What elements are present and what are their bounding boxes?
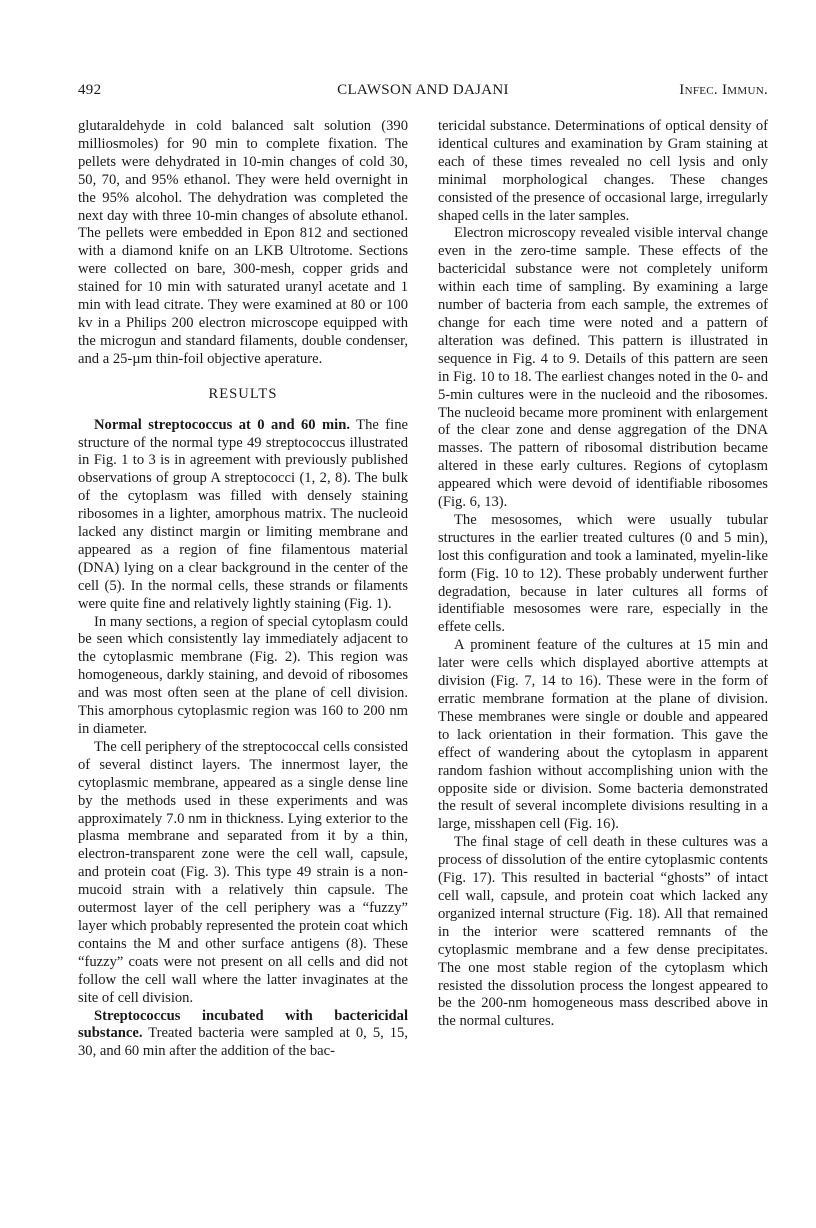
section-heading-results: RESULTS [208,385,278,402]
paragraph-bactericidal-continued: tericidal substance. Determinations of optical density of identical cultures and examination by Gram staining at each of these times revealed no cell lysis and only minimal morphological changes. These changes consisted of the presence of occasional large, irregularly shaped cells in the later samples. [438,118,768,224]
paragraph-final-stage: The final stage of cell death in these cultures was a process of dissolution of the entire cytoplasmic contents (Fig. 17). This resulted in bacterial “ghosts” of intact cell wall, capsule, and protein coat which lacked any organized internal structure (Fig. 18). All that remained in the interior were scattered remnants of the cytoplasmic membrane and a few dense precipitates. The one most stable region of the cytoplasm which resisted the dissolution process the longest appeared to be the 200-nm homogeneous mass described above in the normal cultures. [438,834,768,1030]
normal-streptococcus-text: The fine structure of the normal type 49 streptococcus illustrated in Fig. 1 to 3 is in agreement with previously published observations of group A streptococci (1, 2, 8). The bulk of the cytoplasm was filled with densely staining ribosomes in a lighter, amorphous matrix. The nucleoid lacked any distinct margin or limiting membrane and appeared as a region of fine filamentous material (DNA) lying on a clear background in the center of the cell (5). In the normal cells, these strands or filaments were quite fine and relatively lightly staining (Fig. 1). [78,416,408,612]
paragraph-methods-continued: glutaraldehyde in cold balanced salt solution (390 milliosmoles) for 90 min to complete fixation. The pellets were dehydrated in 10-min changes of cold 30, 50, 70, and 95% ethanol. They were held overnight in the 95% alcohol. The dehydration was completed the next day with three 10-min changes of absolute ethanol. The pellets were embedded in Epon 812 and sectioned with a diamond knife on an LKB Ultrotome. Sections were collected on bare, 300-mesh, copper grids and stained for 10 min with saturated uranyl acetate and 1 min with lead citrate. They were examined at 80 or 100 kv in a Philips 200 electron microscope equipped with the microgun and standard filaments, double condenser, and a 25-µm thin-foil objective aperature. [78,118,408,367]
paragraph-incubated-bactericidal [78,1008,408,1062]
paragraph-cell-periphery: The cell periphery of the streptococcal cells consisted of several distinct layers. The innermost layer, the cytoplasmic membrane, appeared as a single dense line by the methods used in these experiments and was approximately 7.0 nm in thickness. Lying exterior to the plasma membrane and separated from it by a thin, electron-transparent zone were the cell wall, capsule, and protein coat (Fig. 3). This type 49 strain is a non-mucoid strain with a relatively thin capsule. The outermost layer of the cell periphery was a “fuzzy” layer which probably represented the protein coat which contains the M and other surface antigens (8). These “fuzzy” coats were not present on all cells and did not follow the cell wall where the latter invaginates at the site of cell division. [78,738,408,1006]
paragraph-mesosomes: The mesosomes, which were usually tubular structures in the earlier treated cultures (0 and 5 min), lost this configuration and took a laminated, myelin-like form (Fig. 10 to 12). These probably underwent further degradation, because in later cultures all forms of identifiable mesosomes were rare, especially in the effete cells. [438,511,768,636]
paragraph-electron-microscopy: Electron microscopy revealed visible interval change even in the zero-time sample. These effects of the bactericidal substance were not completely uniform within each time of sampling. By examining a large number of bacteria from each sample, the extremes of change for each time were noted and a pattern of alteration was defined. This pattern is illustrated in sequence in Fig. 4 to 9. Details of this pattern are seen in Fig. 10 to 18. The earliest changes noted in the 0- and 5-min cultures were in the nucleoid and the ribosomes. The nucleoid became more prominent with enlargement of the clear zone and dense aggregation of the DNA masses. The pattern of ribosomal distribution became altered in these early cultures. Regions of cytoplasm appeared which were devoid of identifiable ribosomes (Fig. 6, 13). [438,225,768,511]
header-journal: Infec. Immun. [679,82,768,98]
incubated-bactericidal-text: Treated bacteria were sampled at 0, 5, 15, 30, and 60 min after the addition of the bac- [78,1025,408,1060]
subheading-normal-streptococcus: Normal streptococcus at 0 and 60 min. [94,416,351,433]
subheading-incubated-bactericidal: Streptococcus incubated with bactericidal substance. [78,1007,408,1042]
paragraph-special-cytoplasm: In many sections, a region of special cytoplasm could be seen which consistently lay immediately adjacent to the cytoplasmic membrane (Fig. 2). This region was homogeneous, darkly staining, and devoid of ribosomes and was most often seen at the plane of cell division. This amorphous cytoplasmic region was 160 to 200 nm in diameter. [78,613,408,737]
right-column [438,118,768,1031]
page-number: 492 [78,82,102,98]
header-authors: CLAWSON AND DAJANI [337,82,509,98]
running-header [78,82,768,106]
paragraph-abortive-division: A prominent feature of the cultures at 15 min and later were cells which displayed abortive attempts at division (Fig. 7, 14 to 16). These were in the form of erratic membrane formation at the plane of division. These membranes were single or double and appeared to lack orientation in their formation. This gave the effect of wandering about the cytoplasm in apparent random fashion without accomplishing union with the opposite side or division. Some bacteria demonstrated the result of several incomplete divisions resulting in a large, misshapen cell (Fig. 16). [438,637,768,833]
paragraph-normal-streptococcus [78,417,408,614]
left-column [78,118,408,1061]
